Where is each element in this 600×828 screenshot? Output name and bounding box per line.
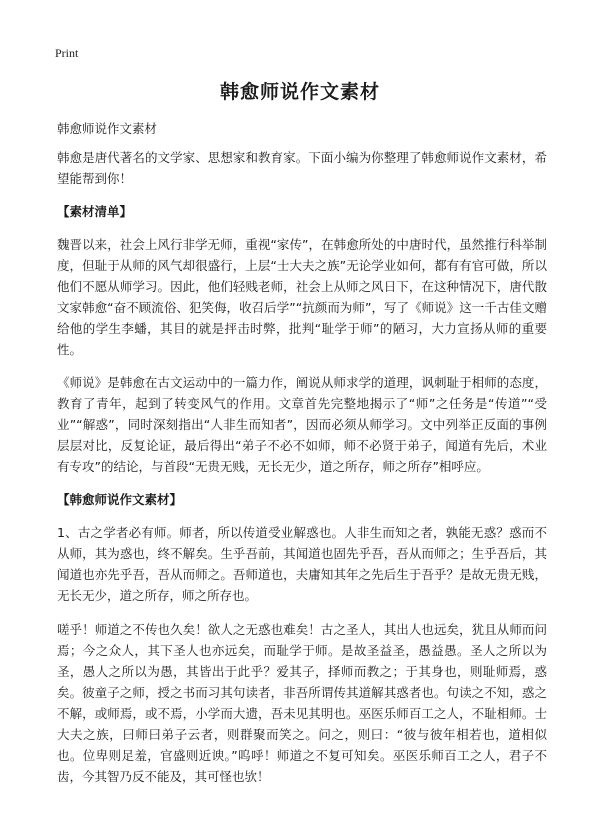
section-heading-essay-material: 【韩愈师说作文素材】 [57, 492, 183, 507]
article-body [57, 118, 547, 799]
paragraph: 1、古之学者必有师。师者，所以传道受业解惑也。人非生而知之者，孰能无惑？惑而不从师，其为惑也，终不解矣。生乎吾前，其闻道也固先乎吾，吾从而师之；生乎吾后，其闻道也亦先乎吾，吾从而师之。吾师道也，夫庸知其年之先后生于吾乎？是故无贵无贱，无长无少，道之所存，师之所存也。 [57, 525, 547, 603]
intro-paragraph: 韩愈是唐代著名的文学家、思想家和教育家。下面小编为你整理了韩愈师说作文素材，希望能帮到你！ [57, 150, 547, 186]
paragraph: 《师说》是韩愈在古文运动中的一篇力作，阐说从师求学的道理，讽刺耻于相师的态度，教育了青年，起到了转变风气的作用。文章首先完整地揭示了“师”之任务是“传道”“受业”“解惑”，同时深刻指出“人非生而知者”，因而必须从师学习。文中列举正反面的事例层层对比，反复论证，最后得出“弟子不必不如师，师不必贤于弟子，闻道有先后，术业有专攻”的结论，与首段“无贵无贱，无长无少，道之所存，师之所存”相呼应。 [57, 375, 547, 474]
paragraph: 嗟乎！师道之不传也久矣！欲人之无惑也难矣！古之圣人，其出人也远矣，犹且从师而问焉；今之众人，其下圣人也亦远矣，而耻学于师。是故圣益圣，愚益愚。圣人之所以为圣，愚人之所以为愚，其皆出于此乎？爱其子，择师而教之；于其身也，则耻师焉，惑矣。彼童子之师，授之书而习其句读者，非吾所谓传其道解其惑者也。句读之不知，惑之不解，或师焉，或不焉，小学而大遗，吾未见其明也。巫医乐师百工之人，不耻相师。士大夫之族，曰师曰弟子云者，则群聚而笑之。问之，则曰：“彼与彼年相若也，道相似也。位卑则足羞，官盛则近谀。”呜呼！师道之不复可知矣。巫医乐师百工之人，君子不齿，今其智乃反不能及，其可怪也欤！ [57, 622, 547, 784]
section-heading-material-list: 【素材清单】 [57, 204, 133, 219]
print-link[interactable]: Print [55, 46, 79, 60]
paragraph: 魏晋以来，社会上风行非学无师，重视“家传”，在韩愈所处的中唐时代，虽然推行科举制度，但耻于从师的风气却很盛行，上层“士大夫之族”无论学业如何，都有有官可做，所以他们不愿从师学习。因此，他们轻贱老师，社会上从师之风日下，在这种情况下，唐代散文家韩愈“奋不顾流俗、犯笑侮，收召后学”“抗颜而为师”，写了《师说》这一千古佳文赠给他的学生李蟠，其目的就是抨击时弊，批判“耻学于师”的陋习，大力宣扬从师的重要性。 [57, 237, 547, 357]
document-title: 韩愈师说作文素材 [219, 81, 380, 103]
article-subtitle: 韩愈师说作文素材 [57, 121, 158, 136]
